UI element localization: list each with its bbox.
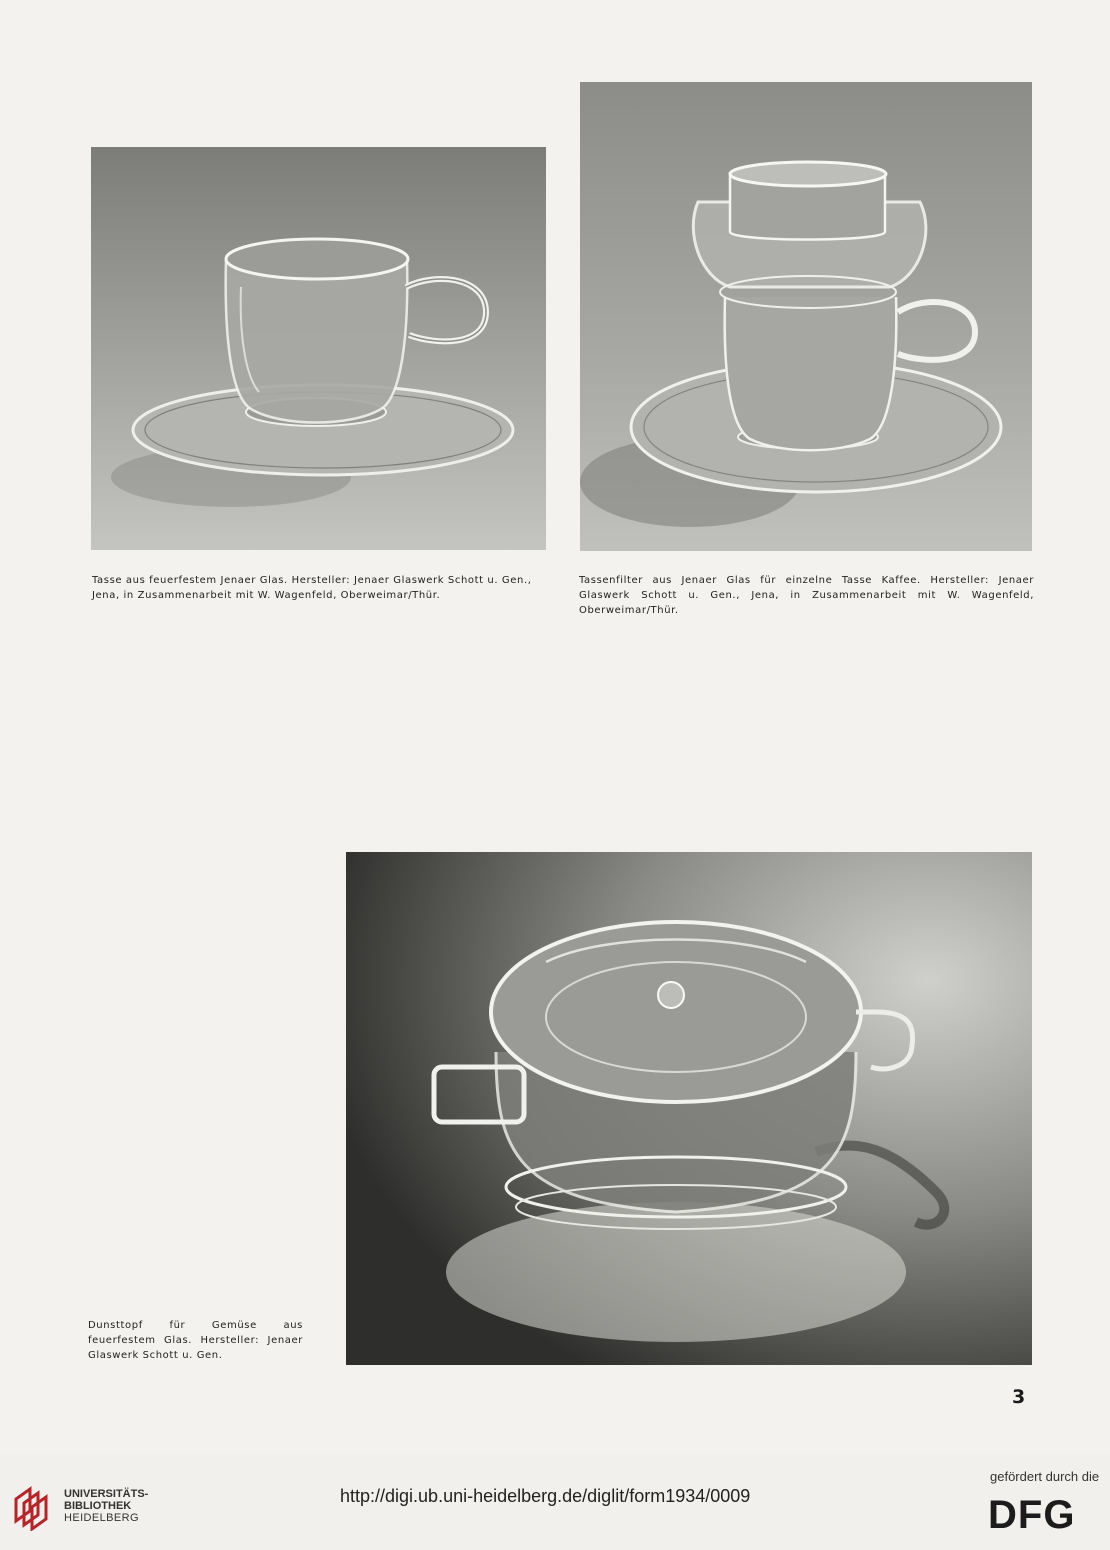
library-name bbox=[64, 1488, 148, 1524]
caption-glass-cup: Tasse aus feuerfestem Jenaer Glas. Hersteller: Jenaer Glaswerk Schott u. Gen., Jena, in Zusammenarbeit mit W. Wagenfeld, Oberweimar/Thür. bbox=[92, 575, 532, 601]
dfg-logo: DFG bbox=[988, 1493, 1076, 1537]
cup-illustration bbox=[91, 147, 546, 550]
filter-illustration bbox=[580, 82, 1032, 551]
permalink-url[interactable]: http://digi.ub.uni-heidelberg.de/diglit/form1934/0009 bbox=[340, 1486, 751, 1506]
library-name-line1: UNIVERSITÄTS- bbox=[64, 1488, 149, 1500]
library-name-line3: HEIDELBERG bbox=[64, 1512, 139, 1524]
page-number: 3 bbox=[1012, 1386, 1026, 1408]
funded-by-label: gefördert durch die bbox=[990, 1469, 1100, 1484]
library-footer bbox=[0, 1455, 1110, 1550]
photo-coffee-filter bbox=[580, 82, 1032, 551]
pot-illustration bbox=[346, 852, 1032, 1365]
caption-glass-pot: Dunsttopf für Gemüse aus feuerfestem Glas. Hersteller: Jenaer Glaswerk Schott u. Gen. bbox=[88, 1320, 303, 1361]
photo-glass-cup bbox=[91, 147, 546, 550]
library-name-line2: BIBLIOTHEK bbox=[64, 1500, 132, 1512]
caption-coffee-filter: Tassenfilter aus Jenaer Glas für einzelne Tasse Kaffee. Hersteller: Jenaer Glaswerk Schott u. Gen., Jena, in Zusammenarbeit mit W. Wagenfeld, Oberweimar/Thür. bbox=[579, 575, 1034, 616]
library-logo-icon bbox=[10, 1481, 60, 1531]
photo-glass-pot bbox=[346, 852, 1032, 1365]
